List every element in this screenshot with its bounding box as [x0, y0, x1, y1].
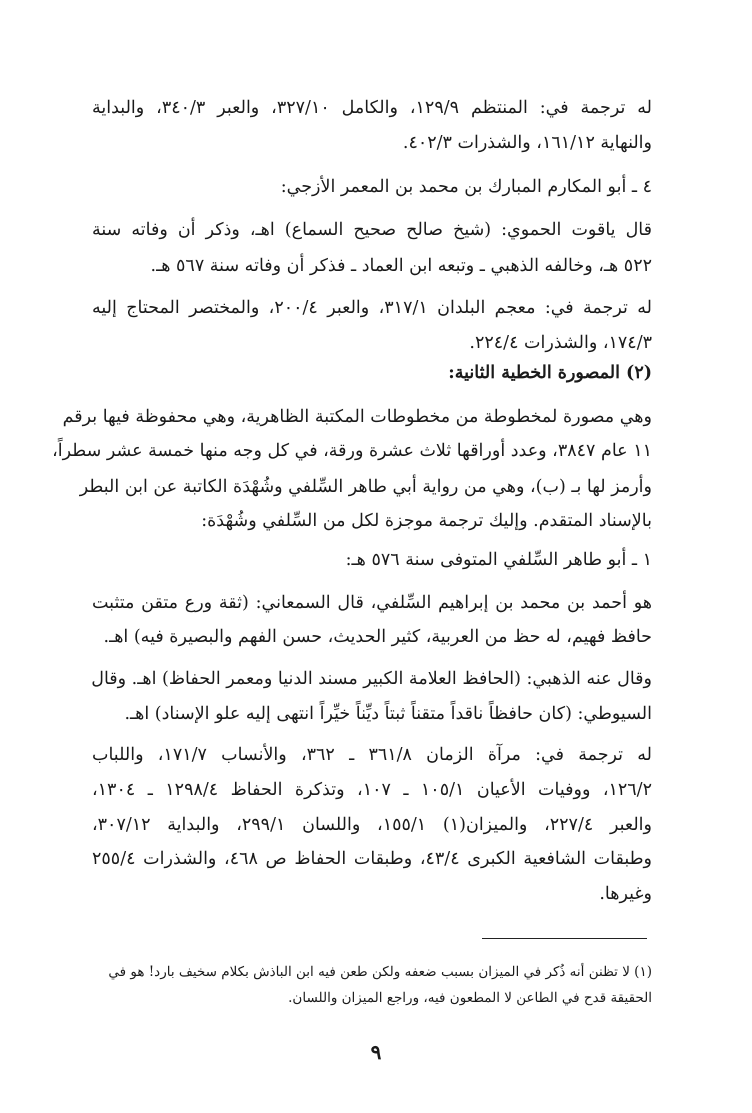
text-line: له ترجمة في: المنتظم ١٢٩/٩، والكامل ٣٢٧/١٠، والعبر ٣٤٠/٣، والبداية	[92, 98, 652, 118]
text-line: ١١ عام ٣٨٤٧، وعدد أوراقها ثلاث عشرة ورقة، في كل وجه منها خمسة عشر سطراً،	[52, 441, 652, 461]
text-line: والعبر ٢٢٧/٤، والميزان(١) ١٥٥/١، واللسان ٢٩٩/١، والبداية ٣٠٧/١٢،	[92, 815, 652, 835]
text-line: بالإسناد المتقدم. وإليك ترجمة موجزة لكل من السِّلفي وشُهْدَة:	[201, 511, 652, 531]
text-line: وغيرها.	[599, 884, 652, 904]
text-line: حافظ فهيم، له حظ من العربية، كثير الحديث، حسن الفهم والبصيرة فيه) اهـ.	[103, 627, 652, 647]
text-line: والنهاية ١٦١/١٢، والشذرات ٤٠٢/٣.	[402, 133, 652, 153]
footnote-divider	[482, 938, 647, 939]
text-line: ١٢٦/٢، ووفيات الأعيان ١٠٥/١ ـ ١٠٧، وتذكرة الحفاظ ١٢٩٨/٤ ـ ١٣٠٤،	[92, 780, 652, 800]
footnote-line: الحقيقة قدح في الطاعن لا المطعون فيه، وراجع الميزان واللسان.	[288, 990, 652, 1006]
text-line: ١٧٤/٣، والشذرات ٢٢٤/٤.	[469, 333, 652, 353]
text-line: هو أحمد بن محمد بن إبراهيم السِّلفي، قال السمعاني: (ثقة ورع متقن متثبت	[92, 593, 652, 613]
entry-heading: ٤ ـ أبو المكارم المبارك بن محمد بن المعمر الأزجي:	[280, 177, 652, 197]
section-heading: (٢) المصورة الخطية الثانية:	[448, 363, 652, 383]
text-line: وقال عنه الذهبي: (الحافظ العلامة الكبير مسند الدنيا ومعمر الحفاظ) اهـ. وقال	[91, 669, 652, 689]
text-line: قال ياقوت الحموي: (شيخ صالح صحيح السماع) اهـ، وذكر أن وفاته سنة	[92, 220, 652, 240]
page-number: ٩	[370, 1040, 382, 1064]
text-line: له ترجمة في: معجم البلدان ٣١٧/١، والعبر ٢٠٠/٤، والمختصر المحتاج إليه	[92, 298, 652, 318]
text-line: ٥٢٢ هـ، وخالفه الذهبي ـ وتبعه ابن العماد ـ فذكر أن وفاته سنة ٥٦٧ هـ.	[150, 256, 652, 276]
text-line: وهي مصورة لمخطوطة من مخطوطات المكتبة الظاهرية، وهي محفوظة فيها برقم	[62, 407, 652, 427]
footnote-line: (١) لا تظنن أنه ذُكر في الميزان بسبب ضعفه ولكن طعن فيه ابن الباذش بكلام سخيف بارد! هو في	[108, 964, 652, 980]
text-line: وطبقات الشافعية الكبرى ٤٣/٤، وطبقات الحفاظ ص ٤٦٨، والشذرات ٢٥٥/٤	[92, 849, 652, 869]
entry-heading: ١ ـ أبو طاهر السِّلفي المتوفى سنة ٥٧٦ هـ:	[345, 550, 652, 570]
text-line: السيوطي: (كان حافظاً ناقداً متقناً ثبتاً ديِّناً خيِّراً انتهى إليه علو الإسناد) اهـ.	[124, 704, 652, 724]
text-line: له ترجمة في: مرآة الزمان ٣٦١/٨ ـ ٣٦٢، والأنساب ١٧١/٧، واللباب	[92, 745, 652, 765]
text-line: وأرمز لها بـ (ب)، وهي من رواية أبي طاهر السِّلفي وشُهْدَة الكاتبة عن ابن البطر	[79, 477, 652, 497]
